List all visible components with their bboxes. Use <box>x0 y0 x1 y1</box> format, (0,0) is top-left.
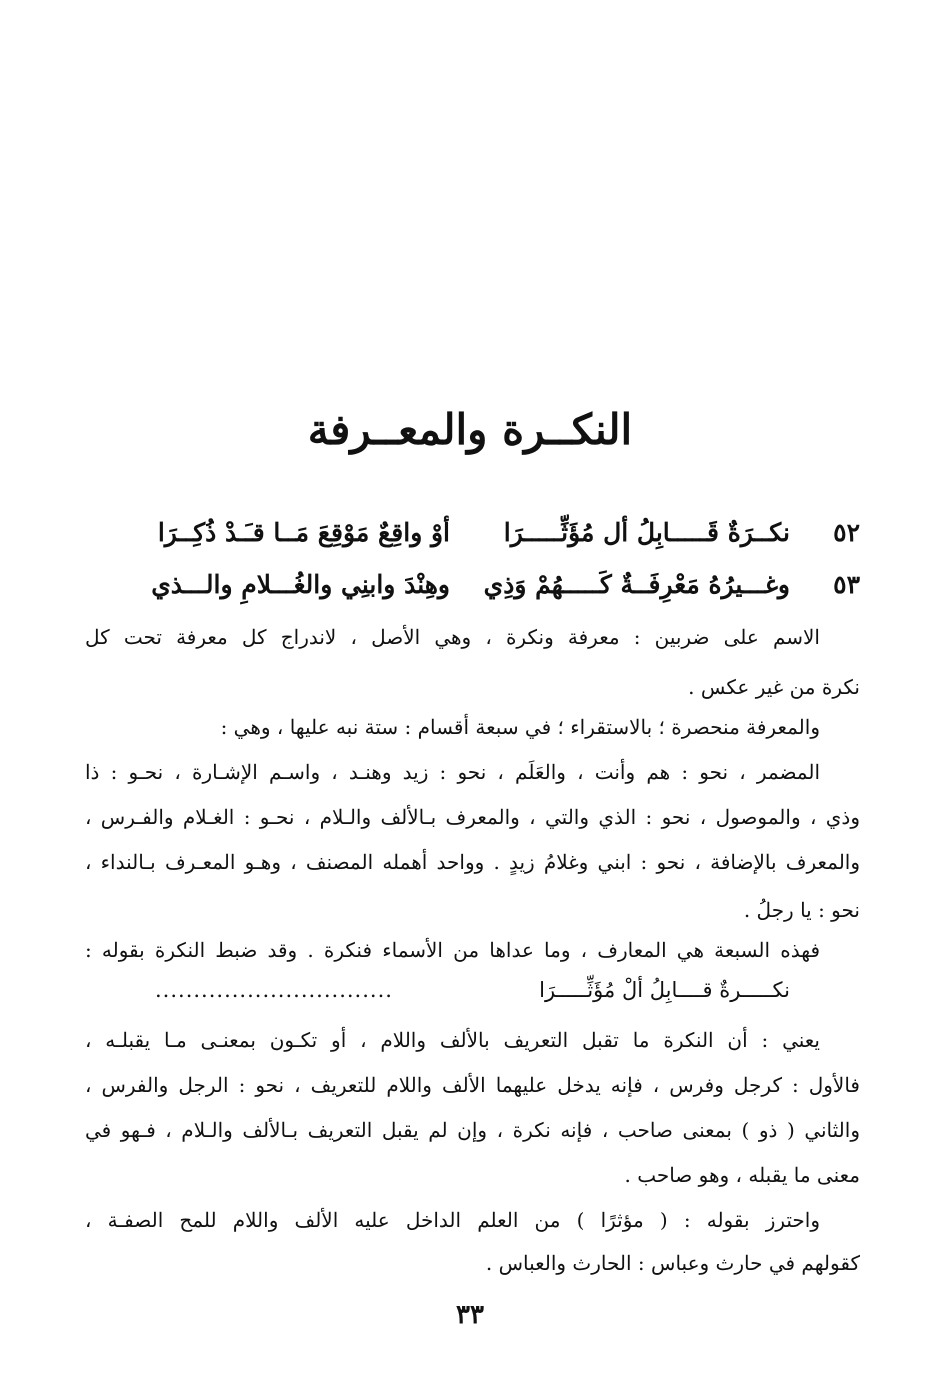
quoted-verse-ellipsis: ............................... <box>155 978 393 1002</box>
body-line: وذي ، والموصول ، نحو : الذي والتي ، والمعرف بـالألف والـلام ، نحـو : الغـلام والفـرس ، <box>85 805 860 829</box>
verse-second-hemistich: وهِنْدَ وابنِي والغُـــلامِ والـــذي <box>151 570 450 599</box>
body-line: يعني : أن النكرة ما تقبل التعريف بالألف واللام ، أو تكـون بمعنـى مـا يقبلـه ، <box>85 1028 820 1052</box>
body-line: فهذه السبعة هي المعارف ، وما عداها من الأسماء فنكرة . وقد ضبط النكرة بقوله : <box>85 938 820 962</box>
verse-number: ٥٣ <box>833 570 860 599</box>
chapter-title: النكــرة والمعــرفة <box>307 405 633 454</box>
body-line: والمعرف بالإضافة ، نحو : ابني وغلامُ زيدٍ . وواحد أهمله المصنف ، وهـو المعـرف بـالنداء ، <box>85 850 860 874</box>
verse-53 <box>150 570 860 614</box>
quoted-verse-line <box>85 978 860 1010</box>
verse-52 <box>150 518 860 562</box>
body-line: نحو : يا رجلُ . <box>743 898 860 922</box>
body-line: واحترز بقوله : ( مؤثرًا ) من العلم الداخل عليه الألف واللام للمح الصفـة ، <box>85 1208 820 1232</box>
verse-number: ٥٢ <box>833 518 860 547</box>
body-line: والثاني ( ذو ) بمعنى صاحب ، فإنه نكرة ، وإن لم يقبل التعريف بـالألف والـلام ، فـهو في <box>85 1118 860 1142</box>
verse-second-hemistich: أوْ واقِعٌ مَوْقِعَ مَــا قـَـدْ ذُكِــرَا <box>157 518 450 547</box>
body-line: فالأول : كرجل وفرس ، فإنه يدخل عليهما الألف واللام للتعريف ، نحو : الرجل والفرس ، <box>85 1073 860 1097</box>
verse-first-hemistich: نكــرَةٌ قَـــــابِلُ أل مُؤَثِّـــــرَا <box>503 518 790 547</box>
page-number: ٣٣ <box>456 1300 484 1330</box>
body-line: والمعرفة منحصرة ؛ بالاستقراء ؛ في سبعة أقسام : ستة نبه عليها ، وهي : <box>220 715 820 739</box>
body-line: المضمر ، نحو : هم وأنت ، والعَلَم ، نحو : زيد وهنـد ، واسـم الإشـارة ، نحـو : ذا <box>85 760 820 784</box>
body-line: الاسم على ضربين : معرفة ونكرة ، وهي الأصل ، لاندراج كل معرفة تحت كل <box>85 625 820 649</box>
verse-first-hemistich: وغـــيرُهُ مَعْرِفَــةٌ كَـــــهُمْ وَذِي <box>483 570 790 599</box>
quoted-verse-text: نكـــــرةٌ قــــابِلُ ألْ مُؤَثِّـــــرَا <box>539 978 790 1002</box>
body-line: كقولهم في حارث وعباس : الحارث والعباس . <box>485 1251 860 1275</box>
body-line: نكرة من غير عكس . <box>688 675 860 699</box>
body-line: معنى ما يقبله ، وهو صاحب . <box>624 1163 860 1187</box>
